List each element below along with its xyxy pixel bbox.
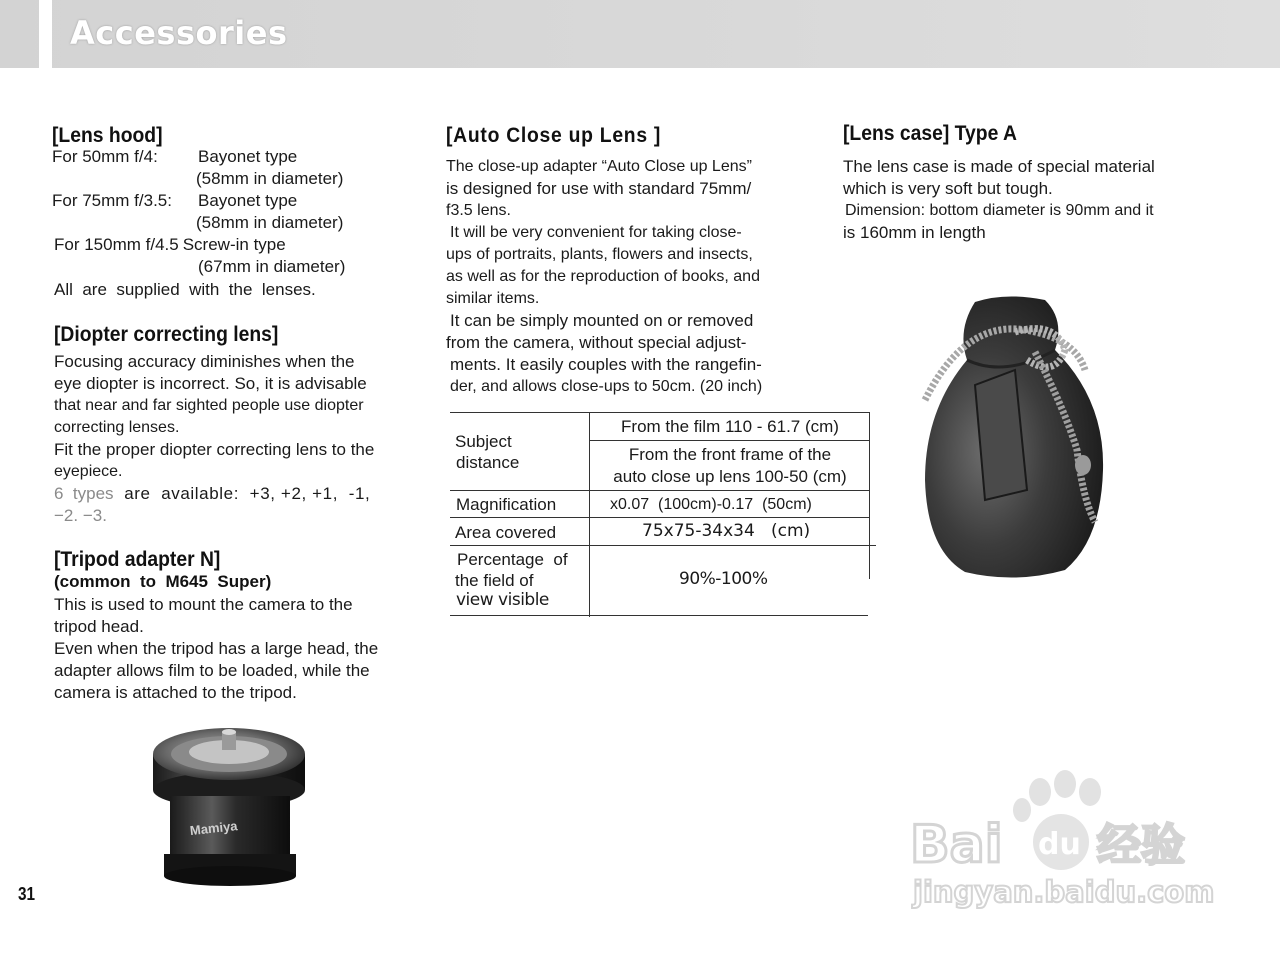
table-rule — [450, 517, 870, 518]
tripod-line: tripod head. — [54, 617, 144, 636]
auto-close-up-line: ups of portraits, plants, flowers and insects, — [446, 246, 753, 263]
subject-value-1: From the film 110 - 61.7 (cm) — [621, 417, 839, 436]
tripod-line: This is used to mount the camera to the — [54, 595, 353, 614]
paw-icon — [1013, 770, 1101, 822]
magnification-value: x0.07 (100cm)-0.17 (50cm) — [610, 496, 812, 513]
subject-label-1: Subject — [455, 432, 512, 451]
watermark-cn: 经验 — [1097, 820, 1185, 871]
lens-hood-section — [52, 124, 422, 301]
lens-hood-detail: (67mm in diameter) — [198, 257, 346, 276]
percentage-label-3: view visible — [456, 590, 549, 610]
percentage-value: 90%-100% — [679, 569, 768, 589]
tripod-line: adapter allows film to be loaded, while the — [54, 661, 370, 680]
diopter-line: that near and far sighted people use diopter — [54, 397, 364, 414]
lens-hood-value: Bayonet type — [198, 147, 298, 166]
auto-close-up-line: It will be very convenient for taking close- — [450, 224, 742, 241]
lens-hood-label: For 50mm f/4: — [52, 147, 158, 166]
auto-close-up-heading: [Auto Close up Lens ] — [446, 124, 662, 147]
table-rule — [869, 412, 870, 579]
tripod-subheading: (common to M645 Super) — [54, 572, 272, 591]
auto-close-up-line: similar items. — [446, 290, 540, 307]
lens-hood-row-2 — [52, 190, 422, 234]
magnification-label: Magnification — [456, 495, 557, 514]
auto-close-up-line: der, and allows close-ups to 50cm. (20 inch) — [450, 378, 763, 395]
diopter-line: correcting lenses. — [54, 419, 180, 436]
tripod-adapter-brand: Mamiya — [189, 818, 239, 839]
lens-hood-heading: [Lens hood] — [52, 124, 163, 147]
auto-close-up-line: is designed for use with standard 75mm/ — [446, 179, 752, 198]
area-value: 75x75-34x34 (cm) — [642, 521, 811, 541]
tripod-line: Even when the tripod has a large head, the — [54, 639, 379, 658]
lens-hood-label: For 150mm f/4.5 — [54, 235, 179, 254]
auto-close-up-section — [446, 124, 810, 398]
tripod-line: camera is attached to the tripod. — [54, 683, 297, 702]
lens-case-body — [843, 156, 1213, 244]
lens-case-heading: [Lens case] Type A — [843, 122, 1017, 145]
diopter-types-text: are available: +3, +2, +1, -1, — [113, 484, 371, 503]
auto-close-up-line: It can be simply mounted on or removed — [450, 311, 754, 330]
table-rule — [450, 490, 870, 491]
lens-case-image — [905, 290, 1120, 585]
tripod-section — [54, 548, 419, 704]
auto-close-up-line: as well as for the reproduction of books, and — [446, 268, 760, 285]
lens-hood-value: Screw-in type — [182, 235, 286, 254]
lens-case-line: which is very soft but tough. — [843, 179, 1053, 198]
area-label: Area covered — [455, 523, 557, 542]
diopter-line: eye diopter is incorrect. So, it is advisable — [54, 374, 367, 393]
diopter-types-line — [54, 483, 416, 505]
auto-close-up-line: from the camera, without special adjust- — [446, 333, 747, 352]
auto-close-up-line: f3.5 lens. — [446, 202, 511, 219]
table-rule — [589, 412, 590, 617]
diopter-types-last: −2. −3. — [54, 506, 107, 525]
auto-close-up-line: ments. It easily couples with the rangefin- — [450, 355, 762, 374]
tripod-heading: [Tripod adapter N] — [54, 548, 221, 571]
diopter-line: eyepiece. — [54, 463, 123, 480]
lens-case-line: The lens case is made of special material — [843, 157, 1155, 176]
auto-close-up-body — [446, 156, 810, 398]
subject-label-2: distance — [456, 453, 520, 472]
diopter-section — [54, 323, 416, 527]
lens-hood-value: Bayonet type — [198, 191, 298, 210]
tripod-body — [54, 594, 419, 704]
baidu-watermark — [895, 770, 1215, 920]
lens-hood-detail: (58mm in diameter) — [196, 169, 344, 188]
percentage-label-2: the field of — [455, 571, 534, 590]
table-rule — [450, 412, 870, 413]
diopter-line: Focusing accuracy diminishes when the — [54, 352, 355, 371]
page-number: 31 — [18, 884, 36, 904]
tripod-adapter-image — [150, 726, 310, 888]
percentage-label-1: Percentage of — [457, 550, 568, 569]
subject-value-2b: auto close up lens 100-50 (cm) — [613, 467, 847, 486]
watermark-brand-2: du — [1038, 827, 1081, 862]
diopter-line: Fit the proper diopter correcting lens to the — [54, 440, 375, 459]
lens-hood-label: For 75mm f/3.5: — [52, 191, 172, 210]
diopter-body — [54, 351, 416, 527]
lens-case-section — [843, 122, 1213, 244]
table-rule — [590, 440, 870, 441]
watermark-brand: Bai — [910, 815, 1003, 875]
auto-close-up-line: The close-up adapter “Auto Close up Lens” — [446, 158, 752, 175]
spec-table — [450, 412, 870, 617]
lens-hood-row-1 — [52, 146, 422, 190]
diopter-types-prefix: 6 types — [54, 484, 114, 503]
page-title: Accessories — [70, 14, 288, 52]
watermark-url: jingyan.baidu.com — [913, 875, 1215, 909]
lens-hood-detail: (58mm in diameter) — [196, 213, 344, 232]
diopter-heading: [Diopter correcting lens] — [54, 323, 279, 346]
lens-case-line: is 160mm in length — [843, 223, 986, 242]
table-rule — [450, 615, 868, 616]
lens-hood-note: All are supplied with the lenses. — [54, 280, 316, 299]
lens-hood-row-3 — [52, 234, 422, 278]
table-rule — [450, 545, 876, 546]
header-divider — [39, 0, 52, 68]
subject-value-2a: From the front frame of the — [628, 445, 832, 464]
lens-case-line: Dimension: bottom diameter is 90mm and it — [845, 202, 1154, 219]
